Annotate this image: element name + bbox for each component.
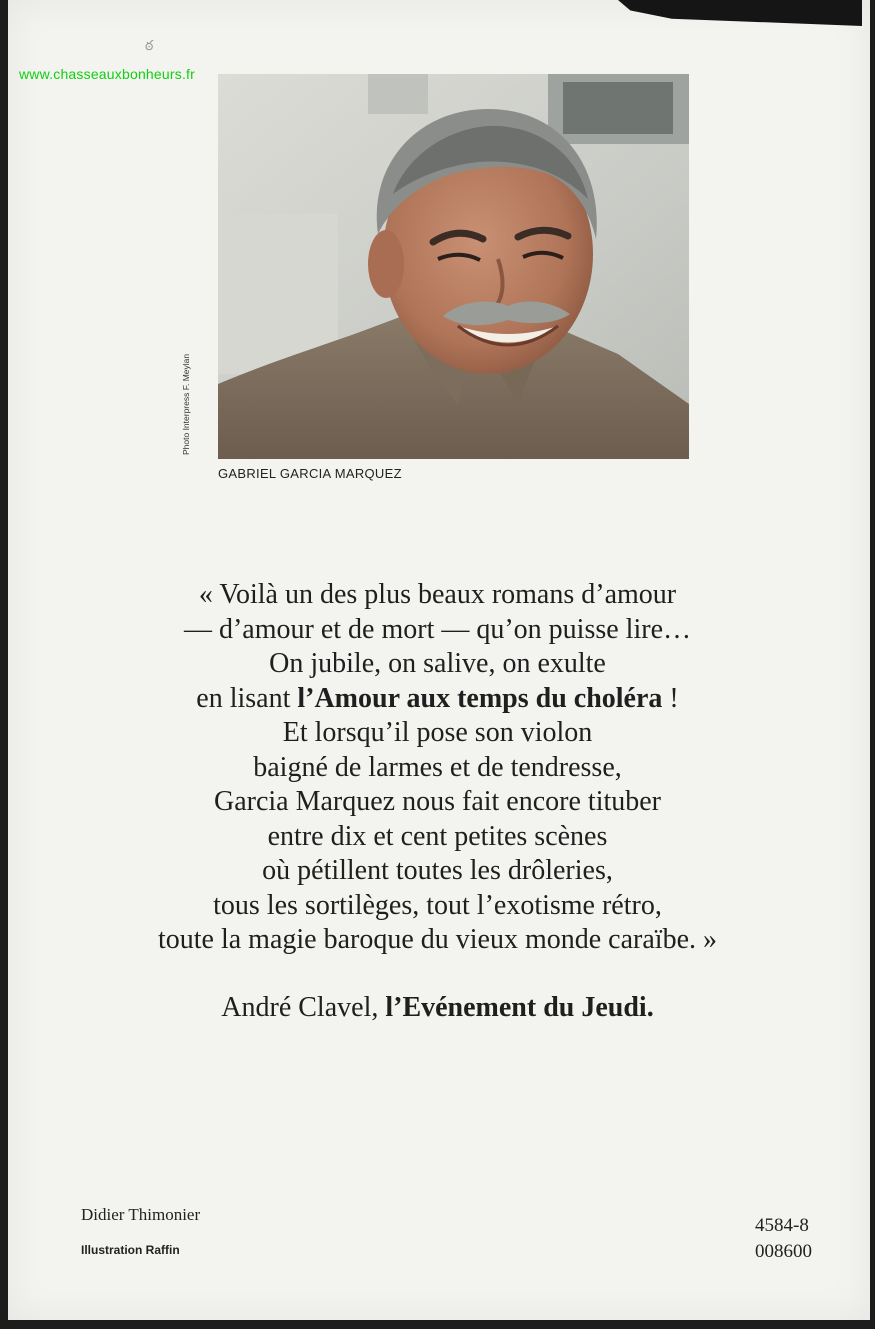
quote-line: — d’amour et de mort — qu’on puisse lire… [183, 613, 691, 645]
quote-line: Et lorsqu’il pose son violon [282, 717, 593, 748]
quote-text: ! [662, 682, 679, 714]
quote-line: toute la magie baroque du vieux monde caraïbe. » [157, 924, 717, 955]
book-title: l’Amour aux temps du choléra [297, 682, 663, 714]
catalog-code: 4584-8 [755, 1215, 809, 1236]
quote-line: entre dix et cent petites scènes [267, 820, 608, 852]
attribution-publication: l’Evénement du Jeudi. [385, 992, 654, 1023]
quote-attribution [20, 992, 855, 1024]
quote-line: On jubile, on salive, on exulte [269, 648, 606, 679]
quote-line: Garcia Marquez nous fait encore tituber [213, 786, 661, 817]
watermark-url: www.chasseauxbonheurs.fr [19, 66, 195, 82]
illustration-credit: Illustration Raffin [81, 1243, 180, 1257]
quote-line: tous les sortilèges, tout l’exotisme rétro, [213, 889, 662, 921]
photo-credit: Photo Interpress F. Meylan [181, 353, 191, 455]
quote-line: baigné de larmes et de tendresse, [253, 751, 622, 783]
cover-scuff-mark: ఠ [145, 38, 154, 54]
quote-line: où pétillent toutes les drôleries, [262, 855, 613, 886]
quote-text: en lisant [196, 682, 298, 714]
price-code: 008600 [755, 1241, 812, 1262]
photo-caption: GABRIEL GARCIA MARQUEZ [218, 466, 402, 481]
quote-line: « Voilà un des plus beaux romans d’amour [198, 579, 677, 610]
attribution-author: André Clavel, [221, 992, 386, 1023]
author-photo [218, 74, 689, 459]
designer-credit: Didier Thimonier [81, 1205, 201, 1224]
quote-line-with-title [20, 682, 855, 717]
review-quote [20, 578, 855, 958]
